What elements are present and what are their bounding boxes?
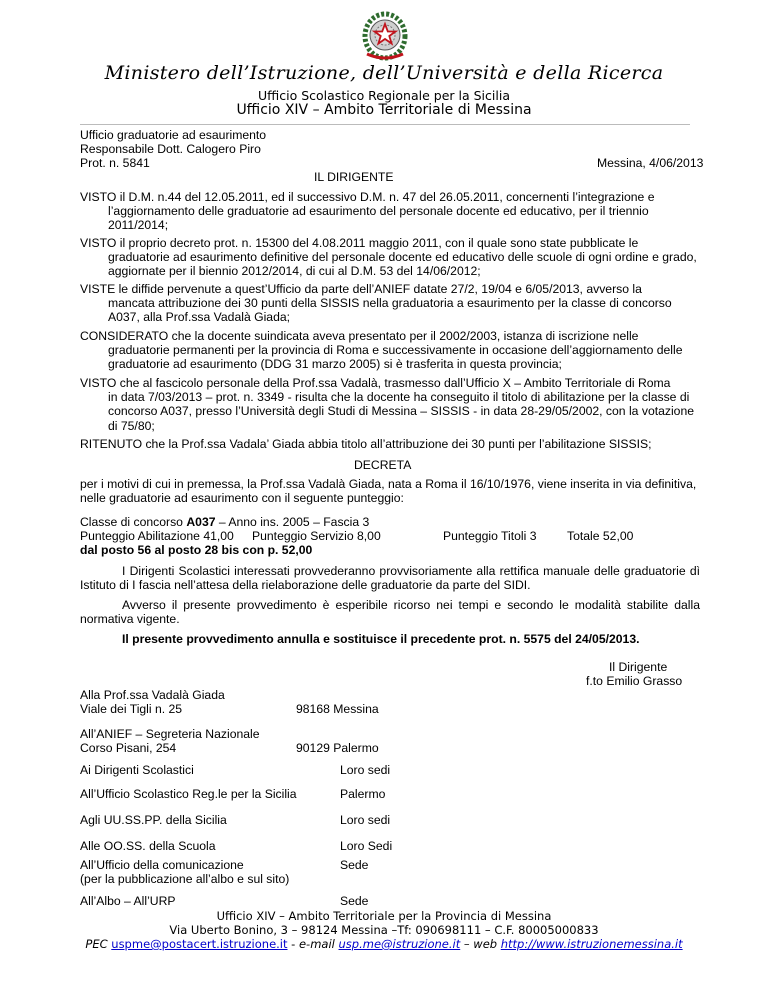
document-date: Messina, 4/06/2013 (597, 156, 704, 170)
ministry-title: Ministero dell’Istruzione, dell’Università e della Ricerca (104, 62, 664, 84)
recipient-place: Palermo (340, 787, 386, 801)
recipient-name: All’ANIEF – Segreteria Nazionale (80, 727, 260, 741)
class-line (80, 515, 369, 529)
score-titoli: Punteggio Titoli 3 (443, 529, 537, 543)
signature-name: f.to Emilio Grasso (586, 674, 683, 688)
recipient-name: Alla Prof.ssa Vadalà Giada (80, 688, 225, 702)
web-link[interactable]: http://www.istruzionemessina.it (500, 937, 683, 951)
republic-emblem-icon (357, 10, 413, 62)
score-abilitazione: Punteggio Abilitazione 41,00 (80, 529, 234, 543)
footer-contacts (0, 937, 768, 951)
web-label: web (473, 937, 498, 951)
footer-office: Ufficio XIV – Ambito Territoriale per la Provincia di Messina (216, 909, 552, 923)
recital (80, 437, 700, 451)
recital-body: in data 7/03/2013 – prot. n. 3349 - risulta che la docente ha conseguito il titolo di abilitazione per la classe di concorso A037, presso l’Università degli Studi di Messina – SISSIS - in data 28-29/05/2002, con la votazione di 75/80; (108, 390, 695, 433)
recital-head: VISTO il D.M. n.44 del 12.05.2011, ed il successivo D.M. n. 47 del 26.05.2011, concernenti l’integrazione e (80, 190, 655, 204)
recital-head: RITENUTO che la Prof.ssa Vadala’ Giada abbia titolo all’attribuzione dei 30 punti per l’abilitazione SISSIS; (80, 437, 652, 451)
separator: - (287, 937, 299, 951)
recipient-name: All’Ufficio della comunicazione (80, 858, 244, 872)
class-prefix: Classe di concorso (80, 515, 187, 529)
decree-text: per i motivi di cui in premessa, la Prof.ssa Vadalà Giada, nata a Roma il 16/10/1976, viene inserita in via definitiva, nelle graduatorie ad esaurimento con il seguente punteggio: (80, 477, 697, 506)
separator: – (460, 937, 474, 951)
recital-head: VISTE le diffide pervenute a quest’Ufficio da parte dell’ANIEF datate 27/2, 19/04 e 6/05/2013, avverso la (80, 282, 642, 296)
body-paragraph (80, 564, 700, 592)
annulment-notice: Il presente provvedimento annulla e sostituisce il precedente prot. n. 5575 del 24/05/2013. (122, 632, 640, 646)
score-position: dal posto 56 al posto 28 bis con p. 52,00 (80, 543, 313, 557)
regional-office: Ufficio Scolastico Regionale per la Sicilia (258, 88, 510, 103)
recipient-name: All’Ufficio Scolastico Reg.le per la Sicilia (80, 787, 297, 801)
office-line: Ufficio graduatorie ad esaurimento (80, 128, 267, 142)
class-code: A037 (186, 515, 216, 529)
recipient-place: Sede (340, 894, 369, 908)
recipient-place: Loro sedi (340, 763, 391, 777)
recital-head: CONSIDERATO che la docente suindicata aveva presentato per il 2002/2003, istanza di iscrizione nelle (80, 329, 639, 343)
recital (80, 190, 700, 233)
recipient-name: Agli UU.SS.PP. della Sicilia (80, 813, 227, 827)
decreta-heading: DECRETA (354, 458, 412, 472)
recipient-place: Loro sedi (340, 813, 391, 827)
pec-link[interactable]: uspme@postacert.istruzione.it (111, 937, 288, 951)
recital-body: mancata attribuzione dei 30 punti della SISSIS nella graduatoria a esaurimento per la classe di concorso A037, alla Prof.ssa Vadalà Giada; (108, 296, 672, 325)
local-office: Ufficio XIV – Ambito Territoriale di Messina (236, 102, 532, 118)
responsible-line: Responsabile Dott. Calogero Piro (80, 142, 261, 156)
protocol-number: Prot. n. 5841 (80, 156, 150, 170)
recipient-place: 98168 Messina (296, 702, 379, 716)
recital-head: VISTO il proprio decreto prot. n. 15300 del 4.08.2011 maggio 2011, con il quale sono state pubblicate le (80, 236, 639, 250)
class-suffix: – Anno ins. 2005 – Fascia 3 (215, 515, 370, 529)
header-divider (80, 124, 690, 125)
recital (80, 329, 700, 372)
recital-body: graduatorie ad esaurimento definitive del personale docente ed educativo delle scuole di ogni ordine e grado, aggiornate per il biennio 2012/2014, di cui al D.M. 53 del 14/06/2012; (108, 250, 697, 279)
recipient-note: (per la pubblicazione all’albo e sul sito) (80, 872, 290, 886)
recital-head: VISTO che al fascicolo personale della Prof.ssa Vadalà, trasmesso dall’Ufficio X – Ambito Territoriale di Roma (80, 376, 671, 390)
pec-label: PEC (85, 937, 112, 951)
signature-role: Il Dirigente (609, 660, 668, 674)
email-link[interactable]: usp.me@istruzione.it (338, 937, 461, 951)
recital-body: l’aggiornamento delle graduatorie ad esaurimento del personale docente ed educativo, per il triennio 2011/2014; (108, 204, 649, 233)
recipient-name: All’Albo – All’URP (80, 894, 176, 908)
recipient-place: Sede (340, 858, 369, 872)
recipient-name: Alle OO.SS. della Scuola (80, 839, 216, 853)
score-servizio: Punteggio Servizio 8,00 (252, 529, 381, 543)
recipient-address: Viale dei Tigli n. 25 (80, 702, 183, 716)
paragraph-text: I Dirigenti Scolastici interessati provvederanno provvisoriamente alla rettifica manuale delle graduatorie dì Istituto di I fascia nell’attesa della rielaborazione delle graduatorie da parte del SIDI. (80, 564, 700, 593)
body-paragraph (80, 598, 700, 626)
recital (80, 236, 700, 279)
document-title: IL DIRIGENTE (314, 170, 394, 184)
recipient-name: Ai Dirigenti Scolastici (80, 763, 194, 777)
recital-body: graduatorie permanenti per la provincia di Roma e successivamente in occasione dell’aggiornamento delle graduatorie ad esaurimento (DDG 31 marzo 2005) si è trasferita in questa provincia; (108, 343, 683, 372)
recipient-address: Corso Pisani, 254 (80, 741, 177, 755)
recipient-place: Loro Sedi (340, 839, 393, 853)
paragraph-text: Avverso il presente provvedimento è esperibile ricorso nei tempi e secondo le modalità stabilite dalla normativa vigente. (80, 598, 700, 627)
footer-address: Via Uberto Bonino, 3 – 98124 Messina –Tf: 090698111 – C.F. 80005000833 (169, 923, 599, 937)
recipient-place: 90129 Palermo (296, 741, 379, 755)
score-totale: Totale 52,00 (567, 529, 634, 543)
recital (80, 282, 700, 325)
recital (80, 376, 700, 433)
email-label: e-mail (298, 937, 335, 951)
